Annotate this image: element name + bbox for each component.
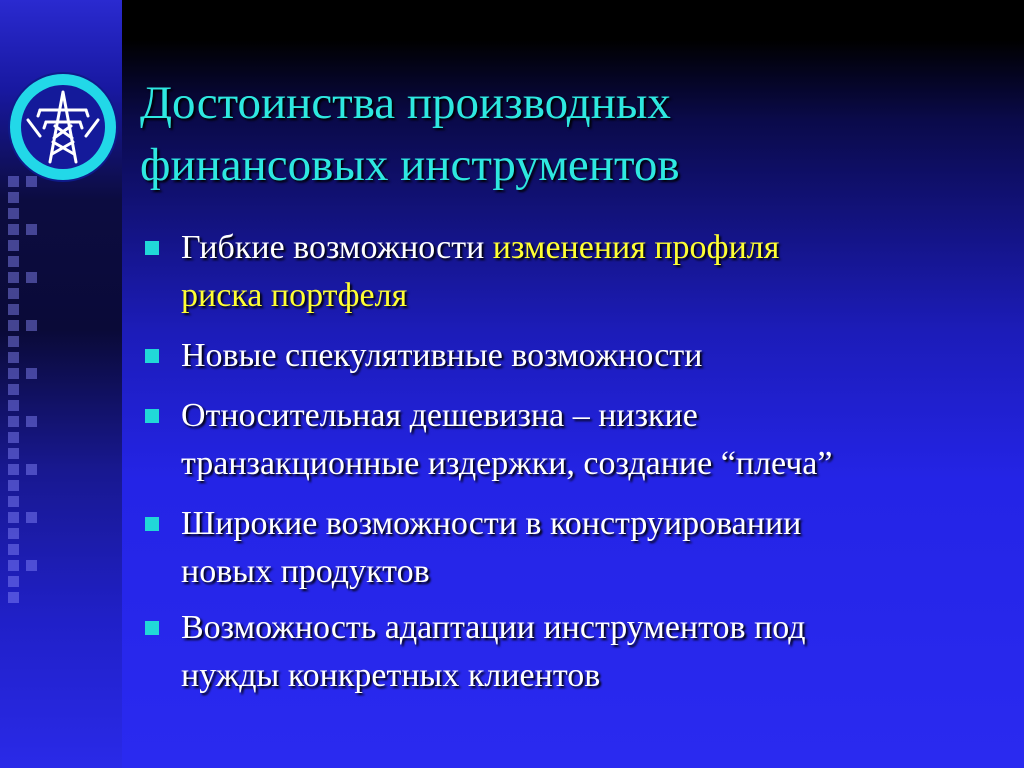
decorative-square — [26, 416, 37, 427]
bullet-line: Широкие возможности в конструировании — [181, 505, 802, 542]
decorative-square — [8, 448, 19, 459]
decorative-square — [8, 496, 19, 507]
decorative-square — [8, 288, 19, 299]
decorative-square — [8, 352, 19, 363]
decorative-square — [8, 576, 19, 587]
bullet-marker — [145, 349, 159, 363]
decorative-square — [26, 512, 37, 523]
decorative-square — [8, 480, 19, 491]
decorative-square — [8, 512, 19, 523]
decorative-square — [8, 368, 19, 379]
decorative-square — [8, 208, 19, 219]
decorative-square — [8, 240, 19, 251]
bullet-text — [181, 500, 1001, 596]
decorative-square — [8, 256, 19, 267]
slide-title-line-2: финансовых инструментов — [140, 139, 680, 191]
decorative-square — [8, 432, 19, 443]
bullet-plain-text: Гибкие возможности — [181, 229, 493, 266]
bullet-marker — [145, 241, 159, 255]
decorative-square — [8, 416, 19, 427]
decorative-square — [26, 464, 37, 475]
bullet-line: Возможность адаптации инструментов под — [181, 609, 806, 646]
decorative-square — [8, 592, 19, 603]
decorative-square — [8, 384, 19, 395]
bullet-marker — [145, 409, 159, 423]
decorative-square — [8, 544, 19, 555]
decorative-square — [26, 320, 37, 331]
bullet-marker — [145, 621, 159, 635]
slide-title-line-1: Достоинства производных — [140, 77, 671, 129]
power-pylon-icon — [6, 70, 120, 184]
slide-title — [140, 72, 1000, 196]
bullet-highlight-text: риска портфеля — [181, 277, 408, 314]
decorative-square — [8, 272, 19, 283]
bullet-marker — [145, 517, 159, 531]
decorative-square — [8, 464, 19, 475]
decorative-square — [8, 320, 19, 331]
bullet-line: Относительная дешевизна – низкие — [181, 397, 698, 434]
bullet-line: новых продуктов — [181, 553, 430, 590]
bullet-line — [181, 224, 1001, 272]
decorative-square — [8, 224, 19, 235]
decorative-square — [26, 560, 37, 571]
bullet-highlight-text: изменения профиля — [492, 229, 780, 266]
bullet-line: нужды конкретных клиентов — [181, 657, 601, 694]
decorative-square — [8, 400, 19, 411]
bullet-line: Новые спекулятивные возможности — [181, 337, 703, 374]
decorative-square — [8, 336, 19, 347]
bullet-line: транзакционные издержки, создание “плеча” — [181, 445, 833, 482]
decorative-square — [26, 272, 37, 283]
square-pattern — [8, 176, 48, 616]
bullet-text — [181, 224, 1001, 320]
bullet-text — [181, 332, 1001, 380]
decorative-square — [26, 224, 37, 235]
decorative-square — [8, 560, 19, 571]
bullet-text — [181, 604, 1001, 700]
decorative-square — [26, 368, 37, 379]
decorative-square — [8, 304, 19, 315]
decorative-square — [8, 528, 19, 539]
decorative-square — [8, 192, 19, 203]
bullet-text — [181, 392, 1001, 488]
